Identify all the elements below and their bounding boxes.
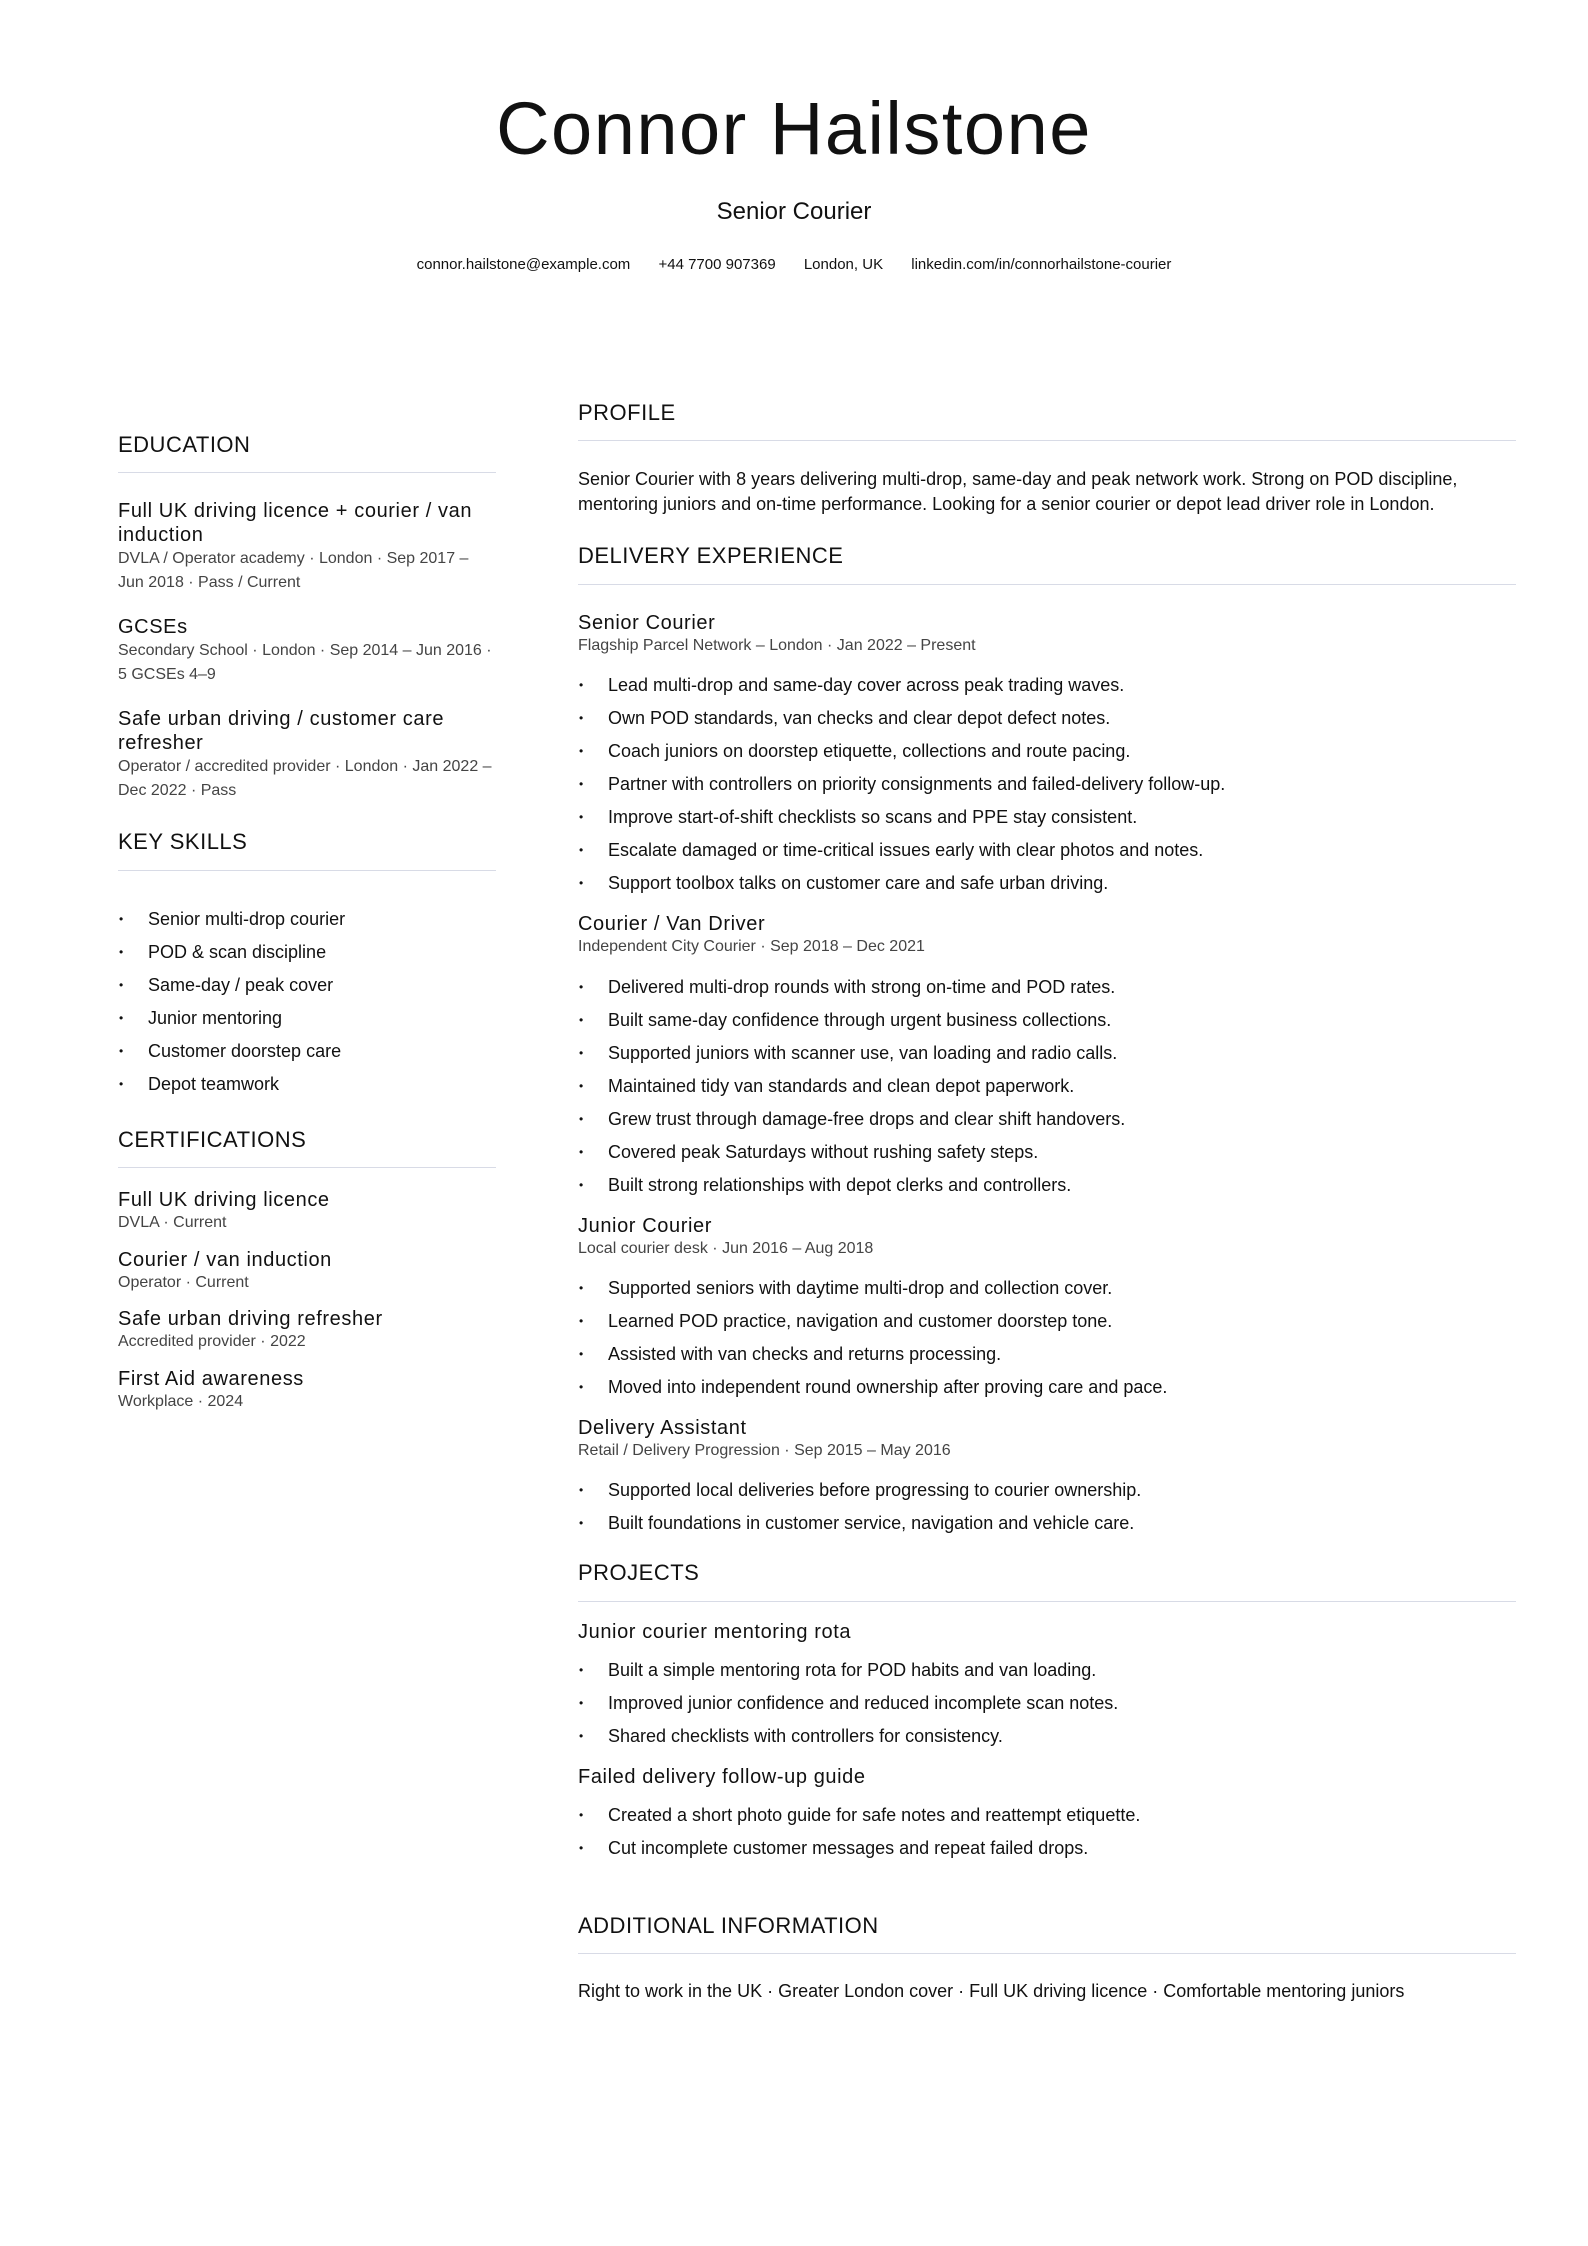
candidate-role: Senior Courier	[716, 198, 872, 225]
job-bullet: • Delivered multi-drop rounds with strong on-time and POD rates.	[578, 971, 1516, 1004]
job-meta: Independent City Courier · Sep 2018 – Dec 2021	[578, 938, 925, 956]
job-bullet: • Escalate damaged or time-critical issues early with clear photos and notes.	[578, 834, 1516, 867]
certification-meta: DVLA · Current	[118, 1214, 227, 1232]
skill-item: • POD & scan discipline	[118, 936, 496, 969]
contact-location: London, UK	[803, 256, 884, 273]
education-item	[118, 707, 496, 803]
job-meta: Flagship Parcel Network – London · Jan 2022 – Present	[578, 636, 976, 654]
contact-phone: +44 7700 907369	[658, 256, 776, 273]
job-bullet: • Built strong relationships with depot clerks and controllers.	[578, 1169, 1516, 1202]
job-bullet: • Partner with controllers on priority consignments and failed-delivery follow-up.	[578, 768, 1516, 801]
certification-title: Courier / van induction	[118, 1248, 332, 1271]
right-column	[578, 400, 1516, 2004]
education-item	[118, 499, 496, 595]
profile-title: PROFILE	[578, 400, 1516, 441]
profile-section	[578, 400, 1516, 517]
job-bullet: • Supported seniors with daytime multi-drop and collection cover.	[578, 1272, 1516, 1305]
job-title: Delivery Assistant	[578, 1416, 747, 1439]
left-column	[118, 432, 496, 1413]
project-bullet: • Built a simple mentoring rota for POD habits and van loading.	[578, 1654, 1516, 1687]
job-bullet: • Built same-day confidence through urgent business collections.	[578, 1004, 1516, 1037]
skill-item: • Depot teamwork	[118, 1068, 496, 1101]
job-bullet: • Lead multi-drop and same-day cover across peak trading waves.	[578, 669, 1516, 702]
job-entry	[578, 611, 1516, 900]
job-title: Junior Courier	[578, 1214, 713, 1237]
project-entry	[578, 1765, 1516, 1865]
job-bullet: • Supported juniors with scanner use, van loading and radio calls.	[578, 1037, 1516, 1070]
job-bullet: • Grew trust through damage-free drops and clear shift handovers.	[578, 1103, 1516, 1136]
profile-summary: Senior Courier with 8 years delivering multi-drop, same-day and peak network work. Strong on POD discipline, mentoring juniors and on-time performance. Looking for a senior courier or depot lead driver role in London.	[578, 469, 1458, 515]
job-bullet: • Moved into independent round ownership after proving care and pace.	[578, 1371, 1516, 1404]
project-entry	[578, 1620, 1516, 1753]
experience-title: DELIVERY EXPERIENCE	[578, 543, 1516, 584]
job-bullets	[578, 1474, 1516, 1540]
certification-title: First Aid awareness	[118, 1367, 304, 1390]
project-bullets	[578, 1799, 1516, 1865]
certifications-section	[118, 1127, 496, 1413]
certifications-title: CERTIFICATIONS	[118, 1127, 496, 1168]
job-bullets	[578, 971, 1516, 1202]
project-bullet: • Created a short photo guide for safe notes and reattempt etiquette.	[578, 1799, 1516, 1832]
additional-title: ADDITIONAL INFORMATION	[578, 1913, 1516, 1954]
job-bullets	[578, 669, 1516, 900]
certification-item	[118, 1307, 496, 1353]
project-bullet: • Shared checklists with controllers for consistency.	[578, 1720, 1516, 1753]
job-meta: Local courier desk · Jun 2016 – Aug 2018	[578, 1239, 874, 1257]
certification-title: Safe urban driving refresher	[118, 1308, 383, 1331]
education-title: EDUCATION	[118, 432, 496, 473]
certification-item	[118, 1367, 496, 1413]
skill-item: • Same-day / peak cover	[118, 969, 496, 1002]
certification-item	[118, 1248, 496, 1294]
certification-item	[118, 1188, 496, 1234]
additional-text: Right to work in the UK · Greater London cover · Full UK driving licence · Comfortable mentoring juniors	[578, 1981, 1405, 2002]
project-title: Failed delivery follow-up guide	[578, 1765, 866, 1788]
job-entry	[578, 912, 1516, 1201]
education-item-meta: Operator / accredited provider · London · Jan 2022 – Dec 2022 · Pass	[118, 758, 492, 800]
job-bullet: • Own POD standards, van checks and clear depot defect notes.	[578, 702, 1516, 735]
skills-list	[118, 903, 496, 1101]
job-title: Senior Courier	[578, 611, 716, 634]
education-item-title: Safe urban driving / customer care refresher	[118, 708, 445, 755]
education-item-meta: DVLA / Operator academy · London · Sep 2017 – Jun 2018 · Pass / Current	[118, 550, 469, 592]
skill-item: • Junior mentoring	[118, 1002, 496, 1035]
job-meta: Retail / Delivery Progression · Sep 2015 – May 2016	[578, 1441, 951, 1459]
contact-line	[0, 256, 1588, 274]
certification-meta: Workplace · 2024	[118, 1392, 244, 1410]
job-bullet: • Learned POD practice, navigation and customer doorstep tone.	[578, 1305, 1516, 1338]
certification-meta: Accredited provider · 2022	[118, 1333, 306, 1351]
projects-title: PROJECTS	[578, 1560, 1516, 1601]
certification-title: Full UK driving licence	[118, 1189, 330, 1212]
job-entry	[578, 1214, 1516, 1404]
education-item	[118, 615, 496, 687]
project-bullet: • Improved junior confidence and reduced incomplete scan notes.	[578, 1687, 1516, 1720]
project-bullet: • Cut incomplete customer messages and repeat failed drops.	[578, 1832, 1516, 1865]
project-bullets	[578, 1654, 1516, 1753]
skills-title: KEY SKILLS	[118, 829, 496, 870]
certification-meta: Operator · Current	[118, 1273, 249, 1291]
job-bullet: • Supported local deliveries before progressing to courier ownership.	[578, 1474, 1516, 1507]
candidate-name: Connor Hailstone	[496, 87, 1092, 170]
contact-linkedin: linkedin.com/in/connorhailstone-courier	[911, 256, 1172, 273]
job-bullet: • Support toolbox talks on customer care and safe urban driving.	[578, 867, 1516, 900]
job-bullet: • Assisted with van checks and returns processing.	[578, 1338, 1516, 1371]
experience-section	[578, 543, 1516, 1540]
job-bullet: • Covered peak Saturdays without rushing safety steps.	[578, 1136, 1516, 1169]
education-section	[118, 432, 496, 803]
education-item-title: GCSEs	[118, 616, 188, 639]
job-bullet: • Improve start-of-shift checklists so scans and PPE stay consistent.	[578, 801, 1516, 834]
skill-item: • Customer doorstep care	[118, 1035, 496, 1068]
job-title: Courier / Van Driver	[578, 913, 766, 936]
skill-item: • Senior multi-drop courier	[118, 903, 496, 936]
job-bullet: • Built foundations in customer service, navigation and vehicle care.	[578, 1507, 1516, 1540]
job-bullet: • Maintained tidy van standards and clean depot paperwork.	[578, 1070, 1516, 1103]
additional-section	[578, 1913, 1516, 2004]
project-title: Junior courier mentoring rota	[578, 1620, 852, 1643]
skills-section	[118, 829, 496, 1100]
education-item-title: Full UK driving licence + courier / van induction	[118, 500, 473, 547]
contact-email: connor.hailstone@example.com	[416, 256, 631, 273]
job-bullet: • Coach juniors on doorstep etiquette, collections and route pacing.	[578, 735, 1516, 768]
job-entry	[578, 1416, 1516, 1540]
projects-section	[578, 1560, 1516, 1864]
job-bullets	[578, 1272, 1516, 1404]
education-item-meta: Secondary School · London · Sep 2014 – Jun 2016 · 5 GCSEs 4–9	[118, 642, 492, 684]
